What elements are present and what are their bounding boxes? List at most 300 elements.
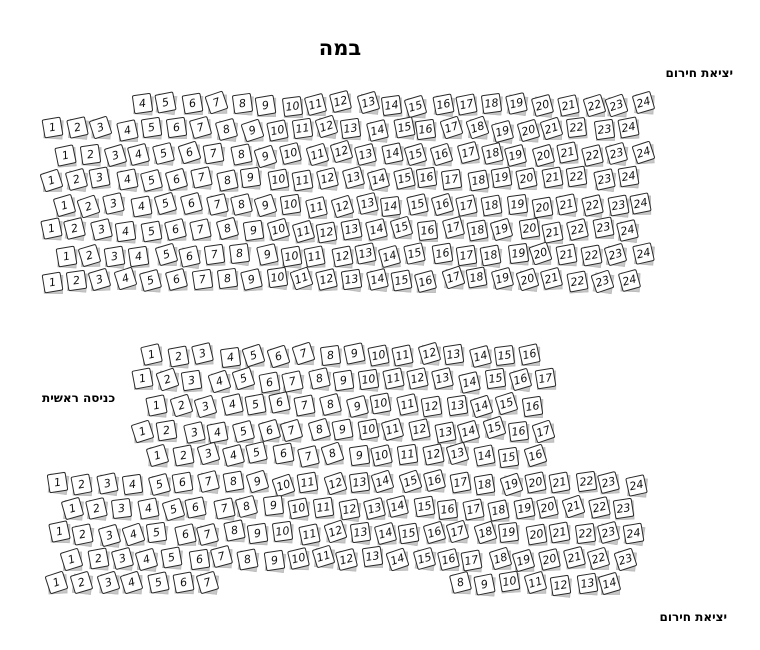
seat[interactable] — [299, 447, 318, 466]
seat[interactable] — [368, 121, 387, 140]
seat[interactable] — [595, 170, 614, 189]
seat[interactable] — [166, 220, 185, 239]
seat[interactable] — [332, 142, 351, 161]
seat[interactable] — [550, 473, 569, 492]
seat[interactable] — [323, 444, 342, 463]
seat[interactable] — [172, 396, 191, 415]
seat[interactable] — [106, 146, 125, 165]
seat[interactable] — [237, 497, 256, 516]
seat[interactable] — [208, 423, 227, 442]
seat[interactable] — [618, 221, 637, 240]
seat[interactable] — [196, 397, 215, 416]
seat[interactable] — [506, 146, 525, 165]
seat[interactable] — [63, 499, 82, 518]
seat[interactable] — [534, 146, 553, 165]
seat[interactable] — [112, 499, 131, 518]
seat[interactable] — [317, 117, 336, 136]
seat[interactable] — [424, 445, 443, 464]
seat[interactable] — [482, 196, 501, 215]
seat[interactable] — [582, 246, 601, 265]
seat[interactable] — [167, 118, 186, 137]
seat[interactable] — [333, 420, 352, 439]
seat[interactable] — [244, 221, 263, 240]
seat[interactable] — [359, 420, 378, 439]
seat[interactable] — [609, 196, 628, 215]
seat[interactable] — [289, 549, 308, 568]
seat[interactable] — [215, 499, 234, 518]
seat[interactable] — [173, 473, 192, 492]
seat[interactable] — [526, 573, 545, 592]
seat[interactable] — [281, 195, 300, 214]
seat[interactable] — [442, 170, 461, 189]
seat[interactable] — [218, 219, 237, 238]
seat[interactable] — [448, 444, 467, 463]
seat[interactable] — [523, 397, 542, 416]
seat[interactable] — [372, 446, 391, 465]
seat[interactable] — [433, 195, 452, 214]
seat[interactable] — [448, 522, 467, 541]
seat[interactable] — [244, 346, 263, 365]
seat[interactable] — [232, 195, 251, 214]
seat[interactable] — [326, 522, 345, 541]
seat[interactable] — [293, 171, 312, 190]
seat[interactable] — [593, 272, 612, 291]
seat[interactable] — [538, 498, 557, 517]
seat[interactable] — [183, 94, 202, 113]
seat[interactable] — [281, 144, 300, 163]
seat[interactable] — [542, 119, 561, 138]
seat[interactable] — [224, 446, 243, 465]
seat[interactable] — [234, 422, 253, 441]
seat[interactable] — [451, 473, 470, 492]
seat[interactable] — [499, 448, 518, 467]
seat[interactable] — [283, 372, 302, 391]
seat[interactable] — [448, 396, 467, 415]
seat[interactable] — [307, 198, 326, 217]
seat[interactable] — [234, 369, 253, 388]
seat[interactable] — [371, 394, 390, 413]
seat[interactable] — [167, 170, 186, 189]
seat[interactable] — [614, 499, 633, 518]
seat[interactable] — [242, 270, 261, 289]
seat[interactable] — [369, 170, 388, 189]
seat[interactable] — [129, 145, 148, 164]
seat[interactable] — [298, 473, 317, 492]
seat[interactable] — [416, 120, 435, 139]
seat[interactable] — [565, 548, 584, 567]
seat[interactable] — [551, 576, 570, 595]
seat[interactable] — [233, 94, 252, 113]
seat[interactable] — [476, 523, 495, 542]
seat[interactable] — [268, 121, 287, 140]
seat[interactable] — [365, 499, 384, 518]
seat[interactable] — [499, 523, 518, 542]
seat[interactable] — [341, 119, 360, 138]
seat[interactable] — [193, 270, 212, 289]
seat[interactable] — [607, 96, 626, 115]
seat[interactable] — [459, 143, 478, 162]
seat[interactable] — [533, 96, 552, 115]
seat[interactable] — [468, 118, 487, 137]
seat[interactable] — [217, 120, 236, 139]
seat[interactable] — [439, 550, 458, 569]
seat[interactable] — [174, 573, 193, 592]
seat[interactable] — [493, 269, 512, 288]
seat[interactable] — [469, 171, 488, 190]
seat[interactable] — [48, 473, 67, 492]
seat[interactable] — [256, 96, 275, 115]
seat[interactable] — [147, 523, 166, 542]
seat[interactable] — [594, 218, 613, 237]
seat[interactable] — [619, 167, 638, 186]
seat[interactable] — [422, 397, 441, 416]
seat[interactable] — [190, 550, 209, 569]
seat[interactable] — [540, 550, 559, 569]
seat[interactable] — [451, 573, 470, 592]
seat[interactable] — [495, 346, 514, 365]
seat[interactable] — [273, 522, 292, 541]
seat[interactable] — [520, 219, 539, 238]
seat[interactable] — [514, 551, 533, 570]
seat[interactable] — [142, 222, 161, 241]
seat[interactable] — [417, 168, 436, 187]
seat[interactable] — [260, 373, 279, 392]
seat[interactable] — [383, 420, 402, 439]
seat[interactable] — [191, 220, 210, 239]
seat[interactable] — [408, 369, 427, 388]
seat[interactable] — [342, 220, 361, 239]
seat[interactable] — [568, 272, 587, 291]
seat[interactable] — [90, 168, 109, 187]
seat[interactable] — [180, 143, 199, 162]
seat[interactable] — [471, 347, 490, 366]
seat[interactable] — [533, 198, 552, 217]
seat[interactable] — [606, 245, 625, 264]
seat[interactable] — [133, 94, 152, 113]
seat[interactable] — [382, 96, 401, 115]
seat[interactable] — [137, 550, 156, 569]
seat[interactable] — [142, 118, 161, 137]
seat[interactable] — [472, 397, 491, 416]
seat[interactable] — [558, 143, 577, 162]
seat[interactable] — [238, 550, 257, 569]
seat[interactable] — [363, 547, 382, 566]
seat[interactable] — [204, 144, 223, 163]
seat[interactable] — [308, 145, 327, 164]
seat[interactable] — [314, 547, 333, 566]
seat[interactable] — [310, 369, 329, 388]
seat[interactable] — [542, 269, 561, 288]
seat[interactable] — [432, 145, 451, 164]
seat[interactable] — [230, 244, 249, 263]
seat[interactable] — [398, 445, 417, 464]
seat[interactable] — [567, 167, 586, 186]
seat[interactable] — [148, 446, 167, 465]
seat[interactable] — [334, 371, 353, 390]
seat[interactable] — [489, 501, 508, 520]
seat[interactable] — [42, 171, 61, 190]
seat[interactable] — [113, 549, 132, 568]
seat[interactable] — [395, 118, 414, 137]
seat[interactable] — [509, 244, 528, 263]
seat[interactable] — [457, 246, 476, 265]
seat[interactable] — [87, 499, 106, 518]
seat[interactable] — [507, 94, 526, 113]
seat[interactable] — [326, 474, 345, 493]
seat[interactable] — [264, 496, 283, 515]
seat[interactable] — [123, 475, 142, 494]
seat[interactable] — [485, 418, 504, 437]
seat[interactable] — [550, 523, 569, 542]
seat[interactable] — [359, 93, 378, 112]
seat[interactable] — [467, 268, 486, 287]
seat[interactable] — [100, 526, 119, 545]
seat[interactable] — [198, 573, 217, 592]
seat[interactable] — [392, 271, 411, 290]
seat[interactable] — [314, 498, 333, 517]
seat[interactable] — [150, 475, 169, 494]
seat[interactable] — [105, 247, 124, 266]
seat[interactable] — [91, 118, 110, 137]
seat[interactable] — [392, 218, 411, 237]
seat[interactable] — [224, 472, 243, 491]
seat[interactable] — [223, 395, 242, 414]
seat[interactable] — [310, 420, 329, 439]
seat[interactable] — [62, 550, 81, 569]
seat[interactable] — [438, 500, 457, 519]
seat[interactable] — [68, 118, 87, 137]
seat[interactable] — [457, 95, 476, 114]
seat[interactable] — [98, 474, 117, 493]
seat[interactable] — [337, 550, 356, 569]
seat[interactable] — [147, 396, 166, 415]
seat[interactable] — [442, 118, 461, 137]
seat[interactable] — [274, 476, 293, 495]
seat[interactable] — [92, 220, 111, 239]
seat[interactable] — [620, 271, 639, 290]
seat[interactable] — [345, 344, 364, 363]
seat[interactable] — [590, 498, 609, 517]
seat[interactable] — [344, 168, 363, 187]
seat[interactable] — [519, 121, 538, 140]
seat[interactable] — [283, 97, 302, 116]
seat[interactable] — [599, 523, 618, 542]
seat[interactable] — [182, 371, 201, 390]
seat[interactable] — [294, 344, 313, 363]
seat[interactable] — [483, 144, 502, 163]
seat[interactable] — [348, 397, 367, 416]
seat[interactable] — [258, 245, 277, 264]
seat[interactable] — [410, 420, 429, 439]
seat[interactable] — [149, 573, 168, 592]
seat[interactable] — [564, 497, 583, 516]
seat[interactable] — [627, 476, 646, 495]
seat[interactable] — [388, 497, 407, 516]
seat[interactable] — [118, 121, 137, 140]
seat[interactable] — [300, 525, 319, 544]
seat[interactable] — [199, 444, 218, 463]
seat[interactable] — [567, 118, 586, 137]
seat[interactable] — [408, 195, 427, 214]
seat[interactable] — [43, 273, 62, 292]
seat[interactable] — [321, 395, 340, 414]
seat[interactable] — [269, 220, 288, 239]
seat[interactable] — [317, 223, 336, 242]
seat[interactable] — [73, 525, 92, 544]
seat[interactable] — [399, 524, 418, 543]
seat[interactable] — [536, 369, 555, 388]
seat[interactable] — [221, 348, 240, 367]
seat[interactable] — [576, 524, 595, 543]
seat[interactable] — [433, 244, 452, 263]
seat[interactable] — [154, 144, 173, 163]
seat[interactable] — [520, 345, 539, 364]
seat[interactable] — [282, 247, 301, 266]
seat[interactable] — [342, 270, 361, 289]
seat[interactable] — [192, 168, 211, 187]
seat[interactable] — [373, 472, 392, 491]
seat[interactable] — [619, 118, 638, 137]
seat[interactable] — [568, 220, 587, 239]
seat[interactable] — [418, 221, 437, 240]
seat[interactable] — [444, 268, 463, 287]
seat[interactable] — [381, 197, 400, 216]
seat[interactable] — [460, 373, 479, 392]
seat[interactable] — [116, 222, 135, 241]
seat[interactable] — [256, 147, 275, 166]
seat[interactable] — [90, 270, 109, 289]
seat[interactable] — [368, 270, 387, 289]
seat[interactable] — [225, 521, 244, 540]
seat[interactable] — [321, 346, 340, 365]
seat[interactable] — [358, 194, 377, 213]
seat[interactable] — [492, 220, 511, 239]
seat[interactable] — [351, 523, 370, 542]
seat[interactable] — [80, 246, 99, 265]
seat[interactable] — [157, 421, 176, 440]
seat[interactable] — [518, 270, 537, 289]
seat[interactable] — [47, 573, 66, 592]
seat[interactable] — [497, 394, 516, 413]
seat[interactable] — [260, 421, 279, 440]
seat[interactable] — [174, 446, 193, 465]
seat[interactable] — [42, 219, 61, 238]
seat[interactable] — [274, 444, 293, 463]
seat[interactable] — [356, 244, 375, 263]
seat[interactable] — [55, 196, 74, 215]
seat[interactable] — [502, 475, 521, 494]
seat[interactable] — [208, 195, 227, 214]
seat[interactable] — [577, 472, 596, 491]
seat[interactable] — [526, 473, 545, 492]
seat[interactable] — [180, 247, 199, 266]
seat[interactable] — [104, 194, 123, 213]
seat[interactable] — [444, 218, 463, 237]
seat[interactable] — [384, 369, 403, 388]
seat[interactable] — [156, 194, 175, 213]
seat[interactable] — [270, 393, 289, 412]
seat[interactable] — [129, 247, 148, 266]
seat[interactable] — [306, 95, 325, 114]
seat[interactable] — [508, 195, 527, 214]
seat[interactable] — [218, 171, 237, 190]
seat[interactable] — [169, 347, 188, 366]
seat[interactable] — [356, 145, 375, 164]
seat[interactable] — [380, 247, 399, 266]
seat[interactable] — [50, 522, 69, 541]
seat[interactable] — [157, 245, 176, 264]
seat[interactable] — [436, 423, 455, 442]
seat[interactable] — [406, 97, 425, 116]
seat[interactable] — [133, 422, 152, 441]
seat[interactable] — [198, 525, 217, 544]
seat[interactable] — [401, 472, 420, 491]
seat[interactable] — [247, 443, 266, 462]
seat[interactable] — [81, 145, 100, 164]
seat[interactable] — [631, 194, 650, 213]
seat[interactable] — [158, 370, 177, 389]
seat[interactable] — [616, 550, 635, 569]
seat[interactable] — [246, 395, 265, 414]
seat[interactable] — [509, 422, 528, 441]
seat[interactable] — [205, 245, 224, 264]
seat[interactable] — [269, 347, 288, 366]
seat[interactable] — [416, 272, 435, 291]
seat[interactable] — [393, 346, 412, 365]
seat[interactable] — [248, 524, 267, 543]
seat[interactable] — [248, 472, 267, 491]
seat[interactable] — [367, 220, 386, 239]
seat[interactable] — [543, 168, 562, 187]
seat[interactable] — [293, 119, 312, 138]
seat[interactable] — [331, 92, 350, 111]
seat[interactable] — [65, 219, 84, 238]
seat[interactable] — [99, 573, 118, 592]
seat[interactable] — [493, 122, 512, 141]
seat[interactable] — [269, 170, 288, 189]
seat[interactable] — [122, 573, 141, 592]
seat[interactable] — [425, 523, 444, 542]
seat[interactable] — [199, 472, 218, 491]
seat[interactable] — [350, 473, 369, 492]
seat[interactable] — [212, 547, 231, 566]
seat[interactable] — [182, 194, 201, 213]
seat[interactable] — [191, 118, 210, 137]
seat[interactable] — [634, 143, 653, 162]
seat[interactable] — [294, 222, 313, 241]
seat[interactable] — [333, 197, 352, 216]
seat[interactable] — [589, 549, 608, 568]
seat[interactable] — [142, 345, 161, 364]
seat[interactable] — [133, 369, 152, 388]
seat[interactable] — [118, 170, 137, 189]
seat[interactable] — [634, 93, 653, 112]
seat[interactable] — [415, 497, 434, 516]
seat[interactable] — [162, 548, 181, 567]
seat[interactable] — [511, 370, 530, 389]
seat[interactable] — [359, 370, 378, 389]
seat[interactable] — [318, 169, 337, 188]
seat[interactable] — [340, 500, 359, 519]
seat[interactable] — [142, 171, 161, 190]
seat[interactable] — [607, 144, 626, 163]
seat[interactable] — [420, 344, 439, 363]
seat[interactable] — [425, 471, 444, 490]
seat[interactable] — [481, 246, 500, 265]
seat[interactable] — [406, 145, 425, 164]
seat[interactable] — [218, 269, 237, 288]
seat[interactable] — [268, 268, 287, 287]
